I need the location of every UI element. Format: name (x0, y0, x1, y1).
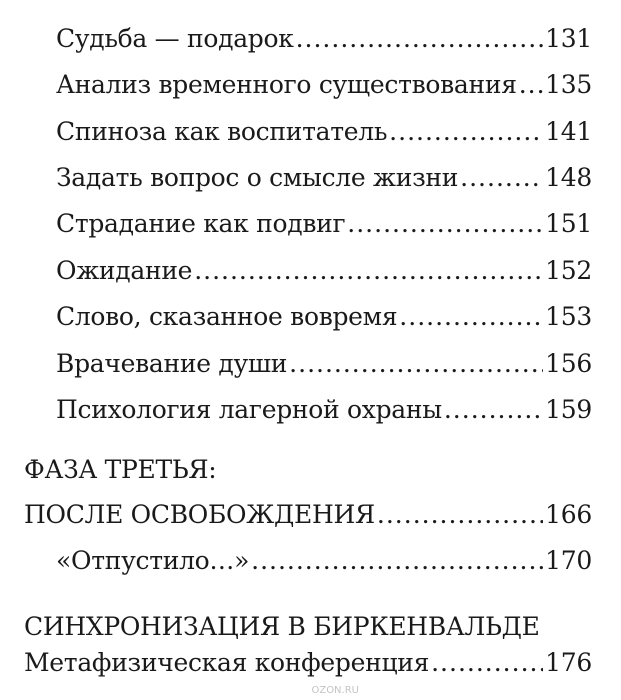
toc-entry-page: 170 (545, 546, 592, 575)
toc-entry (56, 115, 592, 149)
toc-entry-title: Анализ временного существования (56, 70, 517, 99)
toc-dot-leader (377, 498, 543, 532)
toc-dot-leader (347, 207, 543, 241)
toc-entry (56, 254, 592, 288)
toc-dot-leader (251, 544, 543, 578)
toc-dot-leader (431, 646, 543, 680)
toc-entry (56, 22, 592, 56)
toc-entry (56, 68, 592, 102)
toc-entry-title: Слово, сказанное вовремя (56, 302, 398, 331)
toc-entry-page: 135 (545, 70, 592, 99)
toc-dot-leader (399, 300, 543, 334)
toc-entry-page: 131 (545, 24, 592, 53)
toc-entry (56, 393, 592, 427)
toc-entry-title: Ожидание (56, 256, 193, 285)
toc-entry-page: 152 (545, 256, 592, 285)
toc-dot-leader (289, 347, 543, 381)
toc-entry-page: 159 (545, 395, 592, 424)
toc-entry-page: 148 (545, 163, 592, 192)
toc-entry-page: 166 (545, 500, 592, 529)
toc-entry-title: Психология лагерной охраны (56, 395, 442, 424)
toc-entry-title: Страдание как подвиг (56, 209, 346, 238)
section-heading: ФАЗА ТРЕТЬЯ: (24, 455, 217, 484)
toc-entry (56, 300, 592, 334)
toc-dot-leader (296, 22, 544, 56)
toc-entry-page: 141 (545, 117, 592, 146)
section-heading-title: ПОСЛЕ ОСВОБОЖДЕНИЯ (24, 500, 375, 529)
toc-entry-title: Задать вопрос о смысле жизни (56, 163, 459, 192)
toc-dot-leader (389, 115, 543, 149)
watermark: OZON.RU (311, 685, 359, 696)
toc-section-entry (24, 498, 592, 532)
toc-entry-title: Судьба — подарок (56, 24, 294, 53)
toc-dot-leader (460, 161, 543, 195)
toc-entry-page: 156 (545, 349, 592, 378)
toc-entry-title: Врачевание души (56, 349, 288, 378)
toc-entry-page: 151 (545, 209, 592, 238)
toc-entry-title: «Отпустило…» (56, 546, 250, 575)
toc-entry (24, 646, 592, 680)
toc-entry (56, 161, 592, 195)
toc-entry (56, 347, 592, 381)
toc-dot-leader (444, 393, 543, 427)
toc-dot-leader (194, 254, 543, 288)
toc-dot-leader (519, 68, 543, 102)
toc-entry-title: Спиноза как воспитатель (56, 117, 388, 146)
toc-entry (56, 207, 592, 241)
section-heading: СИНХРОНИЗАЦИЯ В БИРКЕНВАЛЬДЕ (24, 612, 540, 641)
toc-entry-page: 153 (545, 302, 592, 331)
toc-entry-page: 176 (545, 648, 592, 677)
toc-entry (56, 544, 592, 578)
toc-entry-title: Метафизическая конференция (24, 648, 430, 677)
